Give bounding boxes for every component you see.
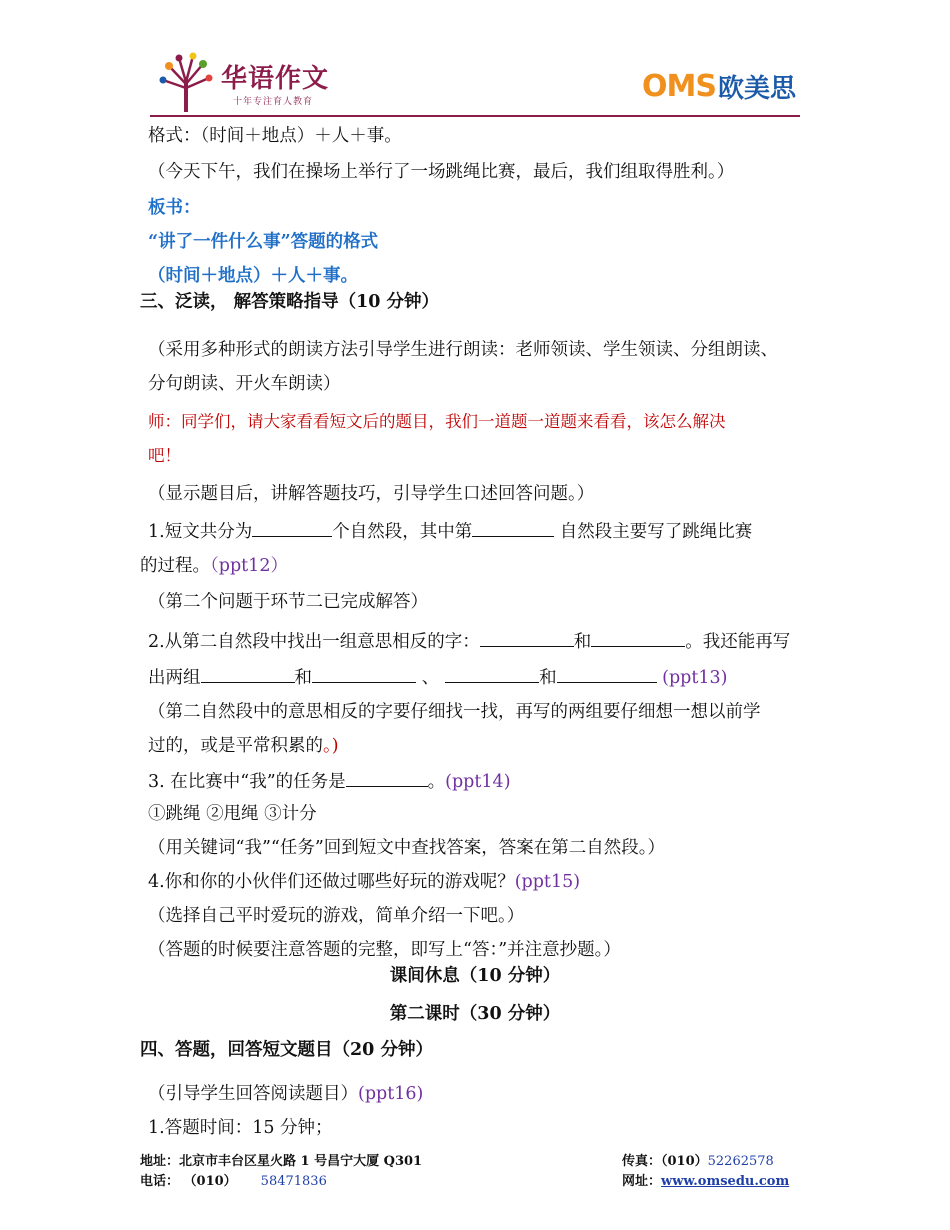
break-heading: 课间休息（10 分钟） — [389, 966, 561, 986]
q2-blank-5[interactable] — [445, 664, 539, 683]
oms-latin: OMS — [642, 68, 716, 104]
ppt15-ref: (ppt15) — [514, 872, 581, 892]
question-1-cont — [140, 554, 288, 578]
answer-tip: （答题的时候要注意答题的完整，即写上“答：”并注意抄题。） — [148, 940, 621, 960]
teacher-line-2: 吧！ — [148, 446, 181, 465]
format-line: 格式：（时间＋地点）＋人＋事。 — [148, 126, 402, 146]
section-4-guide — [148, 1082, 423, 1106]
q2-part-c: 。我还能再写 — [685, 632, 791, 652]
section-4-heading: 四、答题，回答短文题目（20 分钟） — [140, 1040, 433, 1060]
question-3 — [148, 768, 511, 794]
question-2 — [148, 628, 790, 654]
teacher-line-1: 师：同学们，请大家看看短文后的题目，我们一道题一道题来看看，该怎么解决 — [148, 412, 726, 431]
q3-blank[interactable] — [346, 768, 428, 787]
board-line-2: （时间＋地点）＋人＋事。 — [148, 266, 358, 286]
question-1 — [148, 518, 752, 544]
q3-hint: （用关键词“我”“任务”回到短文中查找答案，答案在第二自然段。） — [148, 838, 666, 858]
q2-and-1: 和 — [573, 632, 592, 652]
answer-time: 1.答题时间：15 分钟； — [148, 1118, 333, 1138]
q1-part-b: 个自然段，其中第 — [332, 522, 473, 542]
board-heading: 板书： — [148, 198, 201, 218]
phone-value: 58471836 — [260, 1174, 327, 1189]
q2-note-text: 过的，或是平常积累的 — [148, 736, 323, 756]
question-4 — [148, 870, 580, 894]
q2-note-2 — [148, 734, 339, 758]
footer-phone — [140, 1170, 327, 1189]
q2-blank-2[interactable] — [591, 628, 685, 647]
ppt12-ref: （ppt12） — [210, 556, 288, 576]
hint-line: （显示题目后，讲解答题技巧，引导学生口述回答问题。） — [148, 484, 595, 504]
fax-value: 52262578 — [707, 1154, 774, 1169]
question-2-cont — [148, 664, 728, 690]
reading-line-2: 分句朗读、开火车朗读） — [148, 374, 341, 394]
q2-and-3: 和 — [539, 668, 557, 688]
reading-line-1: （采用多种形式的朗读方法引导学生进行朗读：老师领读、学生领读、分组朗读、 — [148, 340, 778, 360]
q2-blank-1[interactable] — [480, 628, 574, 647]
note-line: （第二个问题于环节二已完成解答） — [148, 592, 428, 612]
brand-title: 华语作文 — [221, 64, 330, 94]
q2-note-1: （第二自然段中的意思相反的字要仔细找一找，再写的两组要仔细想一想以前学 — [148, 702, 761, 722]
q1-part-c: 自然段主要写了跳绳比赛 — [554, 522, 753, 542]
phone-label: 电话： （010） — [140, 1174, 237, 1189]
brand-slogan: 十年专注育人教育 — [233, 97, 314, 107]
fax-label: 传真：（010） — [622, 1154, 708, 1169]
address-label: 地址： — [140, 1154, 180, 1169]
q2-and-2: 和 — [294, 668, 312, 688]
header-divider — [150, 115, 800, 117]
ppt14-ref: (ppt14) — [445, 772, 511, 792]
q1-end: 的过程。 — [140, 556, 210, 576]
huayu-logo — [155, 52, 335, 114]
page-header — [150, 44, 800, 116]
section-3-heading: 三、泛读， 解答策略指导（10 分钟） — [140, 292, 440, 312]
q2-separator: 、 — [416, 668, 440, 688]
lesson-2-heading: 第二课时（30 分钟） — [389, 1004, 561, 1024]
q3-period: 。 — [427, 772, 446, 792]
q1-blank-2[interactable] — [472, 518, 554, 537]
q2-blank-4[interactable] — [312, 664, 416, 683]
web-label: 网址： — [622, 1174, 662, 1189]
q2-blank-3[interactable] — [201, 664, 295, 683]
board-line-1: “讲了一件什么事”答题的格式 — [148, 232, 379, 252]
footer-address — [140, 1150, 422, 1169]
example-line: （今天下午，我们在操场上举行了一场跳绳比赛，最后，我们组取得胜利。） — [148, 162, 735, 182]
q1-blank-1[interactable] — [252, 518, 332, 537]
guide-text: （引导学生回答阅读题目） — [148, 1084, 358, 1104]
q2-note-end: 。) — [323, 736, 339, 756]
q1-part-a: 1.短文共分为 — [148, 522, 253, 542]
q2-part-d: 出两组 — [148, 668, 201, 688]
ppt16-ref: (ppt16) — [358, 1084, 424, 1104]
q4-hint: （选择自己平时爱玩的游戏，简单介绍一下吧。） — [148, 906, 525, 926]
address-value: 北京市丰台区星火路 1 号昌宁大厦 Q301 — [179, 1154, 423, 1169]
footer-fax — [622, 1150, 774, 1169]
q3-text: 3. 在比赛中“我”的任务是 — [148, 772, 346, 792]
website-link[interactable]: www.omsedu.com — [661, 1174, 790, 1189]
footer-web — [622, 1170, 789, 1189]
tree-logo-icon — [155, 52, 217, 114]
oms-logo — [642, 68, 796, 104]
q3-options: ①跳绳 ②甩绳 ③计分 — [148, 804, 317, 824]
oms-chinese: 欧美思 — [717, 73, 796, 104]
q2-part-a: 2.从第二自然段中找出一组意思相反的字： — [148, 632, 480, 652]
q4-text: 4.你和你的小伙伴们还做过哪些好玩的游戏呢？ — [148, 872, 515, 892]
ppt13-ref: (ppt13) — [656, 668, 728, 688]
q2-blank-6[interactable] — [557, 664, 657, 683]
